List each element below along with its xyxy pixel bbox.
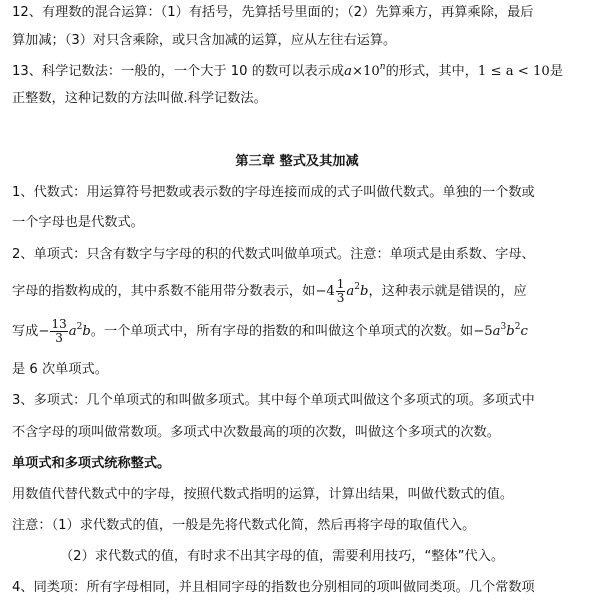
sec3-line1: 3、多项式：几个单项式的和叫做多项式。其中每个单项式叫做这个多项式的项。多项式中: [12, 393, 535, 408]
sec3-line2: 不含字母的项叫做常数项。多项式中次数最高的项的次数，叫做这个多项式的次数。: [12, 425, 500, 440]
example3-var-c: c: [520, 324, 528, 339]
item12-line2: 算加减；（3）对只含乘除，或只含加减的运算，应从左往右运算。: [12, 33, 397, 48]
example2-exp: 2: [76, 322, 83, 332]
example2-sign: −: [38, 324, 50, 339]
example3-exp-a: 3: [500, 322, 507, 332]
example3-var-b: b: [506, 324, 515, 339]
expression-value-definition: 用数值代替代数式中的字母，按照代数式指明的运算，计算出结果，叫做代数式的值。: [12, 487, 514, 502]
example2-var-a: a: [68, 324, 77, 339]
example1-numerator: 1: [336, 276, 345, 291]
sec2-line2: [12, 276, 590, 308]
example3-var-a: a: [492, 324, 501, 339]
sci-notation-condition: 1 ≤ a < 10: [477, 64, 550, 79]
example1-var-b: b: [360, 284, 369, 299]
note-1: 注意：（1）求代数式的值，一般是先将代数式化简，然后再将字母的取值代入。: [12, 518, 476, 533]
sci-notation-exp: n: [379, 62, 386, 72]
sec1-line2: 一个字母也是代数式。: [12, 215, 144, 230]
example2-denominator: 3: [55, 330, 63, 345]
item13-text-mid: 的形式，其中，: [385, 64, 478, 79]
example1-fraction: [336, 278, 346, 305]
integral-expression-definition: 单项式和多项式统称整式。: [12, 456, 171, 471]
example1-var-a: a: [346, 284, 355, 299]
example2-fraction: [50, 318, 67, 345]
example1-exp: 2: [354, 282, 361, 292]
chapter-title: 第三章 整式及其加减: [235, 154, 359, 169]
item13-text-pre: 13、科学记数法：一般的，一个大于 10 的数可以表示成: [12, 64, 345, 79]
sci-notation-a: a: [344, 64, 352, 79]
sec2-line1: 2、单项式：只含有数字与字母的积的代数式叫做单项式。注意：单项式是由系数、字母、: [12, 247, 535, 262]
example1-int: −4: [315, 284, 335, 299]
example1-denominator: 3: [336, 290, 345, 305]
item13-line1: [12, 61, 590, 83]
sec1-line1: 1、代数式：用运算符号把数或表示数的字母连接而成的式子叫做代数式。单独的一个数或: [12, 185, 535, 200]
sec2-line3-pre: 写成: [12, 324, 39, 339]
item13-text-post: 是: [549, 64, 563, 79]
example2-numerator: 13: [51, 316, 67, 331]
item13-line2: 正整数，这种记数的方法叫做.科学记数法。: [12, 91, 267, 106]
example3-exp-b: 2: [514, 322, 521, 332]
sec2-line2-post: ，这种表示就是错误的，应: [368, 284, 527, 299]
example3-coef: −5: [473, 324, 493, 339]
sec2-line3: [12, 316, 590, 348]
example2-var-b: b: [82, 324, 91, 339]
note-2: （2）求代数式的值，有时求不出其字母的值，需要利用技巧，“整体”代入。: [60, 549, 505, 564]
sec2-line3-mid: 。一个单项式中，所有字母的指数的和叫做这个单项式的次数。如: [90, 324, 474, 339]
sec4-line1: 4、同类项：所有字母相同，并且相同字母的指数也分别相同的项叫做同类项。几个常数项: [12, 580, 535, 595]
sec2-line4: 是 6 次单项式。: [12, 362, 108, 377]
sec2-line2-pre: 字母的指数构成的，其中系数不能用带分数表示，如: [12, 284, 316, 299]
sci-notation-times10: ×10: [351, 64, 380, 79]
item12-line1: 12、有理数的混合运算：（1）有括号，先算括号里面的；（2）先算乘方，再算乘除，最后: [12, 5, 534, 20]
